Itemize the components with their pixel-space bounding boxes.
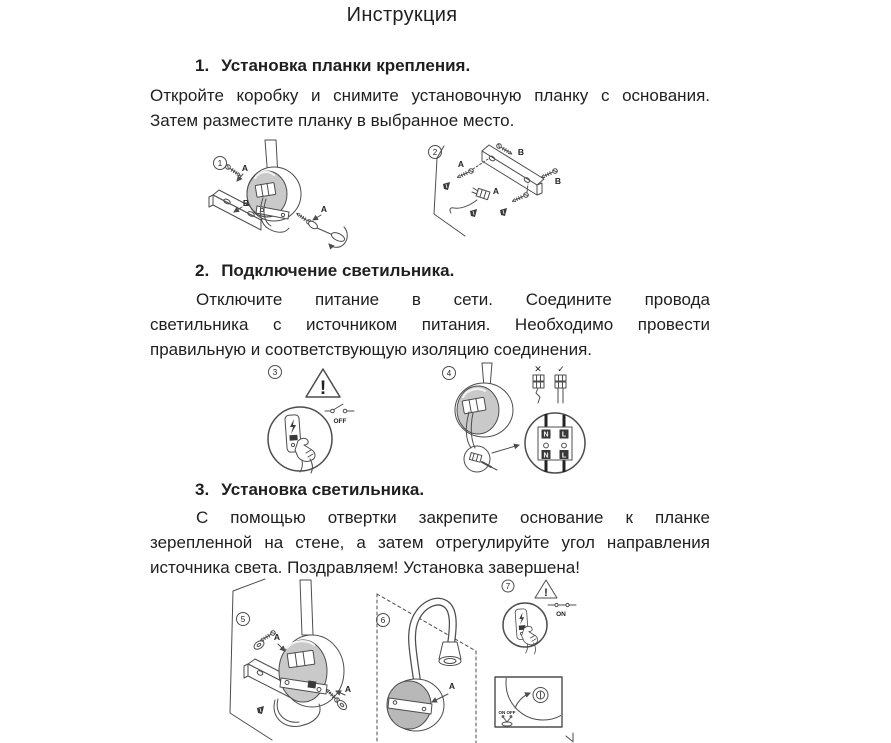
terminal-label: N — [543, 431, 549, 439]
body-line: Затем разместите планку в выбранное место. — [150, 111, 515, 130]
wall-anchor-icon — [500, 208, 507, 216]
label-b: B — [517, 147, 525, 157]
svg-text:!: ! — [544, 587, 548, 599]
section-2-heading — [150, 261, 710, 281]
switch-open-icon — [325, 404, 354, 413]
hand-icon — [522, 626, 538, 654]
section-2-number: 2. — [195, 261, 210, 280]
wall-corner — [230, 579, 272, 740]
svg-text:3: 3 — [272, 368, 278, 377]
figure-6-illustration — [368, 578, 486, 743]
warning-triangle-icon — [306, 369, 340, 399]
circled-number-5 — [237, 613, 250, 626]
adjust-knob-box — [495, 646, 580, 727]
wrong-mark: ✕ — [534, 364, 542, 374]
body-line: правильную и соответствующую изоляцию соединения. — [150, 340, 592, 359]
correct-mark: ✓ — [557, 364, 565, 374]
figure-4-illustration — [435, 355, 620, 483]
figure-3-illustration — [252, 358, 387, 480]
circled-number-3 — [269, 366, 282, 379]
label-a: A — [320, 204, 328, 214]
screw-icon — [456, 168, 474, 179]
terminal-label: L — [561, 431, 567, 439]
section-2-paragraph — [150, 287, 710, 362]
section-3-number: 3. — [195, 480, 210, 499]
hand-press-switch-icon — [503, 603, 547, 654]
circled-number-1 — [214, 157, 227, 170]
terminal-block — [287, 650, 315, 667]
wall-anchor-icon — [443, 182, 450, 190]
warning-triangle-icon — [535, 580, 557, 599]
svg-text:5: 5 — [240, 615, 246, 624]
hand-icon — [295, 438, 315, 473]
terminal-block — [255, 183, 276, 198]
label-a: A — [241, 163, 249, 173]
section-3-title: Установка светильника. — [221, 480, 425, 499]
section-1-heading — [150, 56, 710, 76]
figure-5-illustration — [215, 578, 390, 743]
label-a: A — [492, 186, 500, 196]
body-line: зерепленной на стене, а затем отрегулируйте угол направления — [150, 533, 710, 552]
section-2-title: Подключение светильника. — [221, 261, 455, 280]
body-line: светильника с источником питания. Необходимо провести — [150, 315, 710, 334]
circled-number-6 — [377, 614, 390, 627]
body-line: источника света. Поздравляем! Установка завершена! — [150, 558, 580, 577]
label-a: A — [344, 684, 352, 694]
switch-closed-icon — [548, 603, 576, 606]
off-label: OFF — [333, 418, 347, 425]
hand-press-switch-icon — [268, 407, 332, 473]
wire-connector — [450, 188, 490, 217]
connector-detail-circle — [464, 446, 497, 472]
section-1-number: 1. — [195, 56, 210, 75]
body-line: Откройте коробку и снимите установочную планку с основания. — [150, 86, 710, 105]
screw-washer-icon — [252, 630, 276, 651]
wall-anchor-icon — [257, 706, 264, 714]
section-1-title: Установка планки крепления. — [221, 56, 471, 75]
clipped-content-mark — [566, 733, 573, 742]
body-line: С помощью отвертки закрепите основание к планке — [196, 508, 710, 527]
screwdriver-icon — [295, 212, 347, 248]
lamp-base — [274, 580, 344, 726]
section-3-paragraph — [150, 505, 710, 580]
plug-correct — [555, 364, 566, 403]
figure-1-illustration — [205, 138, 355, 255]
label-a: A — [448, 681, 456, 691]
wall-anchor-icon — [470, 209, 477, 217]
figure-2-illustration — [425, 136, 575, 248]
circled-number-7 — [502, 580, 514, 592]
screw-icon — [225, 164, 242, 178]
plug-wrong — [533, 364, 544, 403]
label-b: B — [242, 198, 250, 208]
page-title: Инструкция — [346, 4, 458, 26]
toggle-icon — [502, 716, 512, 726]
label-b: B — [554, 176, 562, 186]
figure-7-illustration — [490, 578, 590, 743]
section-1-paragraph — [150, 83, 710, 133]
terminal-label: L — [561, 452, 567, 460]
terminal-label: N — [543, 452, 549, 460]
circled-number-4 — [443, 367, 456, 380]
knob-label: ON OFF — [498, 710, 516, 715]
lamp-base — [455, 363, 513, 448]
circled-number-2 — [429, 146, 442, 159]
svg-text:7: 7 — [505, 582, 511, 591]
mounting-bracket — [482, 145, 544, 195]
svg-text:4: 4 — [446, 369, 452, 378]
section-3-heading — [150, 480, 710, 500]
magnifier-circle — [525, 413, 585, 473]
svg-text:1: 1 — [217, 159, 223, 168]
svg-text:6: 6 — [380, 616, 386, 625]
svg-text:2: 2 — [432, 148, 438, 157]
body-line: Отключите питание в сети. Соедините провода — [196, 290, 710, 309]
screw-icon — [511, 192, 529, 203]
label-a: A — [273, 632, 281, 642]
on-label: ON — [556, 611, 566, 618]
label-a: A — [457, 159, 465, 169]
svg-text:!: ! — [319, 378, 327, 399]
